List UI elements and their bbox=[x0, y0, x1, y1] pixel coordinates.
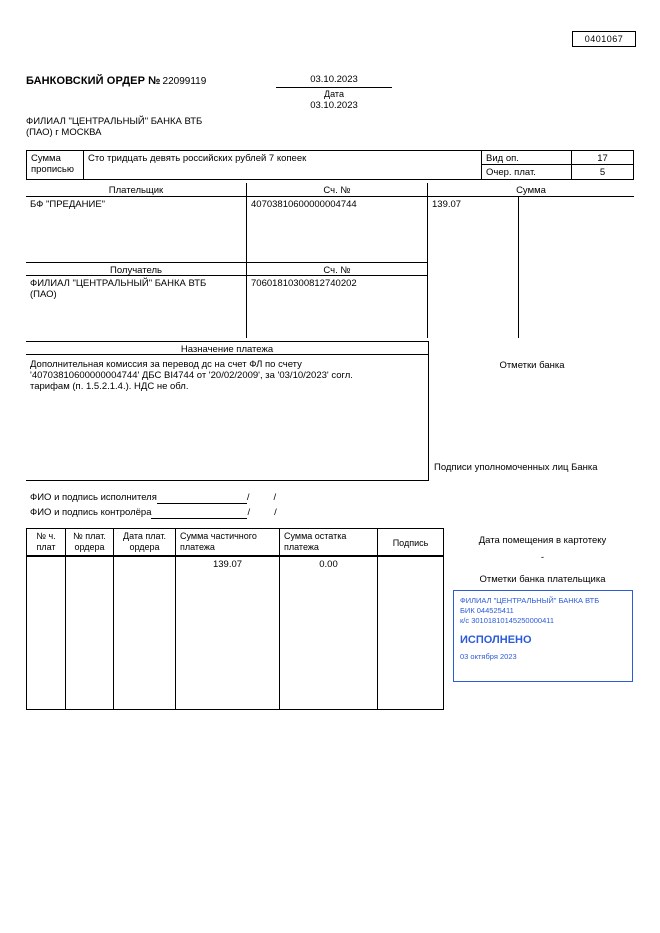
payment-amount: 139.07 bbox=[432, 199, 462, 210]
bottom-cell-part-no bbox=[26, 556, 66, 710]
stamp-status: ИСПОЛНЕНО bbox=[460, 634, 532, 646]
col-header-payer: Плательщик bbox=[26, 183, 246, 197]
amount-words-value: Сто тридцать девять российских рублей 7 копеек bbox=[84, 150, 482, 180]
controller-label: ФИО и подпись контролёра bbox=[30, 507, 152, 518]
stamp-date: 03 октября 2023 bbox=[460, 652, 517, 661]
title-number: 22099119 bbox=[162, 76, 207, 87]
controller-signature-row bbox=[30, 507, 277, 519]
purpose-line1: Дополнительная комиссия за перевод дс на счет ФЛ по счету bbox=[30, 359, 302, 370]
op-type-label: Вид оп. bbox=[482, 150, 572, 165]
bottom-cell-signature bbox=[378, 556, 444, 710]
right-column-divider bbox=[428, 341, 429, 480]
date-value: 03.10.2023 bbox=[276, 74, 392, 88]
stamp-bik: БИК 044525411 bbox=[460, 606, 514, 615]
purpose-line2: '40703810600000004744' ДБС BI4744 от '20/02/2009', за '03/10/2023' согл. bbox=[30, 370, 353, 381]
stamp-bank-name: ФИЛИАЛ "ЦЕНТРАЛЬНЫЙ" БАНКА ВТБ bbox=[460, 596, 600, 605]
bank-name bbox=[26, 116, 356, 138]
bottom-cell-remaining-amount: 0.00 bbox=[280, 556, 378, 710]
bottom-cell-partial-amount: 139.07 bbox=[176, 556, 280, 710]
receiver-name-line1: ФИЛИАЛ "ЦЕНТРАЛЬНЫЙ" БАНКА ВТБ bbox=[30, 278, 207, 289]
bank-marks-header: Отметки банка bbox=[499, 360, 565, 371]
bottom-cell-order-date bbox=[114, 556, 176, 710]
signature-area-divider bbox=[26, 480, 429, 481]
bottom-header-part-no: № ч. плат bbox=[26, 528, 66, 556]
receiver-name-line2: (ПАО) bbox=[30, 289, 57, 300]
receiver-name bbox=[26, 276, 246, 338]
execution-stamp bbox=[453, 590, 633, 682]
executor-slash: / bbox=[246, 492, 250, 503]
executor-label: ФИО и подпись исполнителя bbox=[30, 492, 157, 503]
col-header-account: Сч. № bbox=[246, 183, 428, 197]
bottom-header-partial: Сумма частичного платежа bbox=[176, 528, 280, 556]
bottom-header-signature: Подпись bbox=[378, 528, 444, 556]
purpose-header: Назначение платежа bbox=[26, 341, 428, 355]
purpose-line3: тарифам (п. 1.5.2.1.4.). НДС не обл. bbox=[30, 381, 189, 392]
bottom-header-order-no: № плат. ордера bbox=[66, 528, 114, 556]
amount-words-label: Сумма прописью bbox=[26, 150, 84, 180]
card-index-value: - bbox=[540, 552, 545, 563]
executor-line bbox=[157, 492, 247, 504]
amount-divider bbox=[518, 197, 527, 262]
controller-line bbox=[151, 507, 247, 519]
payer-bank-marks-label: Отметки банка плательщика bbox=[479, 574, 606, 585]
bottom-header-order-date: Дата плат. ордера bbox=[114, 528, 176, 556]
priority-value: 5 bbox=[572, 165, 634, 180]
bank-signatures-label: Подписи уполномоченных лиц Банка bbox=[434, 462, 598, 473]
date-label: Дата bbox=[324, 89, 344, 99]
priority-label: Очер. плат. bbox=[482, 165, 572, 180]
col-header-account-2: Сч. № bbox=[246, 262, 428, 276]
controller-slash: / bbox=[247, 507, 251, 518]
receiver-amount-spacer-2 bbox=[428, 276, 518, 338]
bank-name-line1: ФИЛИАЛ "ЦЕНТРАЛЬНЫЙ" БАНКА ВТБ bbox=[26, 116, 203, 127]
date-value-secondary: 03.10.2023 bbox=[310, 100, 358, 111]
op-type-value: 17 bbox=[572, 150, 634, 165]
stamp-corr-account: к/с 30101810145250000411 bbox=[460, 616, 555, 625]
purpose-header-spacer bbox=[428, 341, 634, 355]
amount-divider-2 bbox=[518, 262, 527, 276]
col-header-amount: Сумма bbox=[428, 183, 634, 197]
bottom-header-remaining: Сумма остатка платежа bbox=[280, 528, 378, 556]
receiver-amount-spacer bbox=[428, 262, 518, 276]
form-code: 0401067 bbox=[572, 31, 636, 47]
executor-signature-row bbox=[30, 492, 276, 504]
executor-slash-2: / bbox=[273, 492, 277, 503]
date-block bbox=[276, 74, 392, 111]
bottom-cell-order-no bbox=[66, 556, 114, 710]
title-text: БАНКОВСКИЙ ОРДЕР № bbox=[26, 75, 161, 87]
amount-divider-3 bbox=[518, 276, 527, 338]
controller-slash-2: / bbox=[274, 507, 277, 518]
col-header-receiver: Получатель bbox=[26, 262, 246, 276]
payer-account: 40703810600000004744 bbox=[246, 197, 428, 262]
card-index-label: Дата помещения в картотеку bbox=[478, 535, 607, 546]
bank-name-line2: (ПАО) г МОСКВА bbox=[26, 127, 102, 138]
receiver-account: 70601810300812740202 bbox=[246, 276, 428, 338]
payer-name: БФ "ПРЕДАНИЕ" bbox=[30, 199, 106, 210]
purpose-text bbox=[26, 357, 428, 457]
